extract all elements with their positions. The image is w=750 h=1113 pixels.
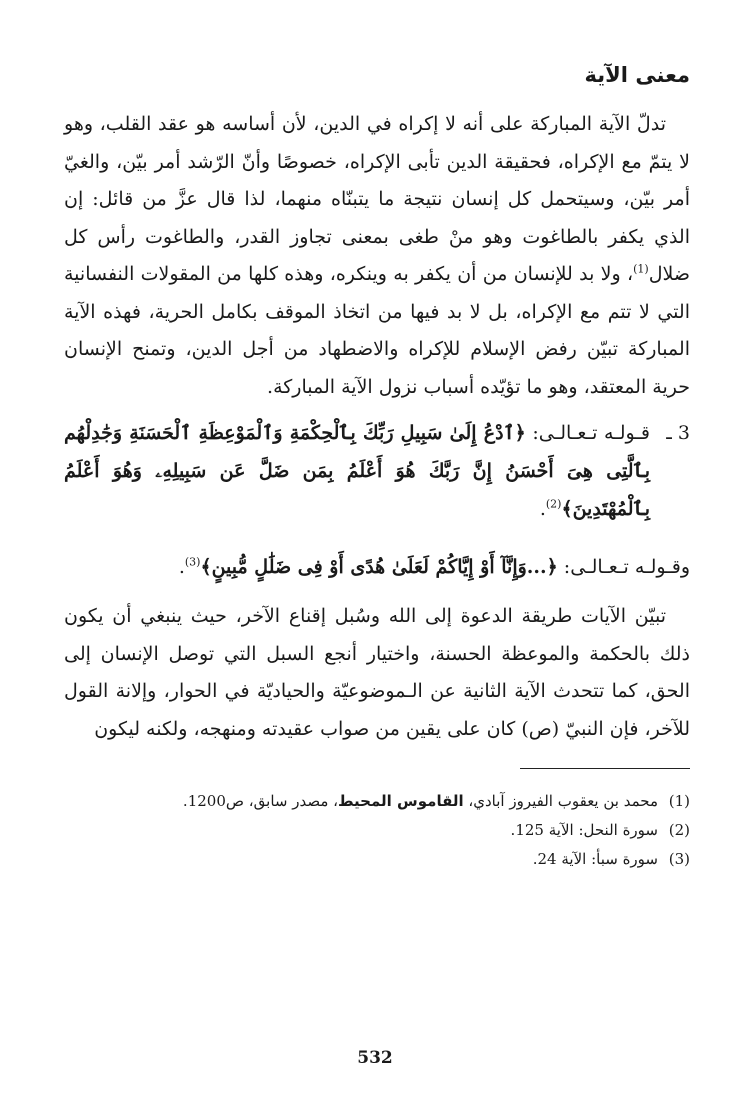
footnote-1 [64, 787, 690, 816]
page-number: 532 [357, 1048, 393, 1068]
footnote-2-number: (2) [668, 821, 690, 839]
footnote-3-number: (3) [668, 850, 690, 868]
footnote-3-text: سورة سبأ: الآية 24. [532, 850, 658, 868]
footnote-ref-3: (3) [184, 555, 201, 569]
footnote-divider [520, 768, 690, 769]
page [64, 58, 690, 1088]
footnote-ref-2: (2) [545, 497, 562, 511]
footnote-2 [64, 816, 690, 845]
section-heading: معنى الآية [584, 63, 690, 87]
footnote-1-pre: محمد بن يعقوب الفيروز آبادي، [463, 792, 658, 810]
footnote-2-text: سورة النحل: الآية 125. [510, 821, 658, 839]
footnote-1-post: ، مصدر سابق، ص1200. [182, 792, 338, 810]
paragraph-1-text: تدلّ الآية المباركة على أنه لا إكراه في الدين، لأن أساسه هو عقد القلب، وهو لا يتمّ مع الإكراه، فحقيقة الدين تأبى الإكراه، خصوصًا وأنّ الرّشد أمر بيّن، والغيّ أمر بيّن، وسيتحمل كل إنسان نتيجة ما يتبنّاه منهما، لذا قال عزَّ من قائل: إن الذي يكفر بالطاغوت وهو منْ طغى بمعنى تجاوز القدر، والطاغوت رأس كل ضلال [64, 113, 690, 285]
verse-2-intro: وقـولـه تـعـالـى: [557, 556, 690, 578]
footnote-3 [64, 845, 690, 874]
footnote-1-title: القاموس المحيط [338, 792, 464, 810]
paragraph-1 [64, 106, 690, 406]
verse-2-text: ﴿...وَإِنَّآ أَوْ إِيَّاكُمْ لَعَلَىٰ هُدًى أَوْ فِى ضَلَٰلٍ مُّبِينٍ﴾ [200, 556, 558, 578]
footnote-1-number: (1) [668, 792, 690, 810]
paragraph-1-continued: ، ولا بد للإنسان من أن يكفر به وينكره، وهذه كلها من المقولات النفسانية التي لا تتم مع الإكراه، بل لا بد فيها من اتخاذ الموقف بكامل الحرية، فهذه الآية المباركة تبيّن رفض الإسلام للإكراه والاضطهاد من أجل الدين، وتمنح الإنسان حرية المعتقد، وهو ما تؤيّده أسباب نزول الآية المباركة. [64, 263, 690, 398]
verse-block-2 [64, 548, 690, 586]
verse-block-1 [64, 414, 690, 528]
verse-1-end: . [539, 498, 546, 520]
footnotes [64, 787, 690, 874]
footnote-ref-1: (1) [633, 262, 649, 276]
verse-1-intro: قـولـه تـعـالـى: [525, 422, 650, 444]
verse-2 [64, 548, 690, 586]
paragraph-2: تبيّن الآيات طريقة الدعوة إلى الله وسُبل إقناع الآخر، حيث ينبغي أن يكون ذلك بالحكمة والموعظة الحسنة، واختيار أنجع السبل التي توصل الإنسان إلى الحق، كما تتحدث الآية الثانية عن الـموضوعيّة والحياديّة في الحوار، وإلانة القول للآخر، فإن النبيّ (ص) كان على يقين من صواب عقيدته ومنهجه، ولكنه ليكون [64, 605, 690, 740]
verse-2-end: . [178, 556, 185, 578]
verse-1-text: ﴿ٱدْعُ إِلَىٰ سَبِيلِ رَبِّكَ بِٱلْحِكْمَةِ وَٱلْمَوْعِظَةِ ٱلْحَسَنَةِ وَجَٰدِلْهُم بِٱلَّتِى هِىَ أَحْسَنُ إِنَّ رَبَّكَ هُوَ أَعْلَمُ بِمَن ضَلَّ عَن سَبِيلِهِۦ وَهُوَ أَعْلَمُ بِٱلْمُهْتَدِينَ﴾ [64, 422, 650, 520]
verse-1-number: 3 ـ [666, 422, 690, 444]
verse-1 [64, 414, 690, 528]
